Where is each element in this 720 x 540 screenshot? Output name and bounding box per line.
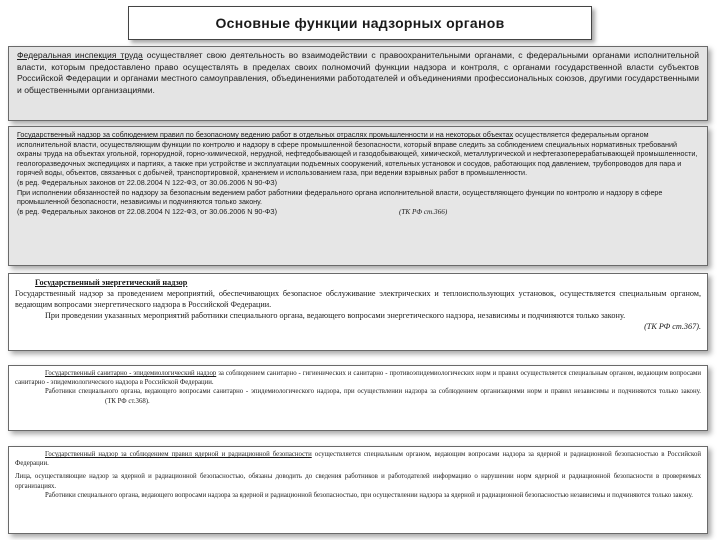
sanitary-supervision-text-2-body: Работники специального органа, ведающего вопросами санитарно - эпидемиологического надзора, при осуществлении надзора за соблюдением организациями норм и правил независимы и подчиняются только закону. [45, 388, 701, 396]
industrial-safety-amend-2: (в ред. Федеральных законов от 22.08.2004 N 122-ФЗ, от 30.06.2006 N 90-ФЗ) [17, 206, 278, 216]
nuclear-supervision-text-2: Лица, осуществляющие надзор за ядерной и радиационной безопасностью, обязаны доводить до сведения работников и работодателей информацию о нарушении норм ядерной и радиационной безопасности в проверяемых организациях. [15, 473, 701, 490]
energy-supervision-text-2-body: При проведении указанных мероприятий работники специального органа, ведающего вопросами энергетического надзора, независимы и подчиняются только закону. [45, 311, 626, 320]
nuclear-supervision-paragraph [15, 450, 701, 468]
industrial-safety-paragraph [17, 130, 699, 178]
sanitary-supervision-lead: Государственный санитарно - эпидемиологический надзор [45, 370, 217, 377]
energy-supervision-heading: Государственный энергетический надзор [35, 278, 188, 287]
sanitary-supervision-text-2 [15, 387, 701, 405]
panel-energy-supervision [8, 273, 708, 351]
nuclear-supervision-lead: Государственный надзор за соблюдением правил ядерной и радиационной безопасности [45, 451, 312, 458]
industrial-safety-amend-1: (в ред. Федеральных законов от 22.08.2004 N 122-ФЗ, от 30.06.2006 N 90-ФЗ) [17, 177, 278, 187]
sanitary-supervision-text: за соблюдением санитарно - гигиенических и санитарно - противоэпидемиологических норм и правил осуществляется специальным органом, ведающим вопросами санитарно - эпидемиологического надзора в Российской Федерации. [15, 370, 701, 387]
nuclear-supervision-text: осуществляется специальным органом, ведающим вопросами надзора за ядерной и радиационной безопасностью в Российской Федерации. [15, 451, 701, 468]
panel-nuclear-supervision [8, 446, 708, 534]
industrial-safety-lead: Государственный надзор за соблюдением правил по безопасному ведению работ в отдельных отраслях промышленности и на некоторых объектах [17, 130, 514, 139]
page-title: Основные функции надзорных органов [215, 15, 505, 31]
industrial-safety-amend-row [17, 207, 699, 218]
labor-inspection-lead: Федеральная инспекция труда [17, 50, 143, 60]
panel-industrial-safety [8, 126, 708, 266]
energy-supervision-ref: (ТК РФ ст.367). [644, 322, 701, 331]
energy-supervision-text-2 [15, 310, 701, 331]
panel-labor-inspection [8, 46, 708, 121]
labor-inspection-paragraph [17, 50, 699, 96]
labor-inspection-text: осуществляет свою деятельность во взаимодействии с правоохранительными органами, с федеральными органами исполнительной власти, которым предоставлено право осуществлять в пределах своих полномочий функции надзора и контроля, с органами государственной власти субъектов Российской Федерации и органами местного самоуправления, объединениями работодателей и объединениями профессиональных союзов, другими государственными и общественными организациями. [17, 50, 699, 95]
page-title-box [128, 6, 592, 40]
industrial-safety-ref: (ТК РФ ст.366) [399, 207, 448, 216]
sanitary-supervision-ref: (ТК РФ ст.368). [105, 397, 150, 405]
energy-supervision-text: Государственный надзор за проведением мероприятий, обеспечивающих безопасное обслуживание электрических и теплоиспользующих установок, осуществляется специальным органом, ведающим вопросами энергетического надзора в Российской Федерации. [15, 289, 701, 309]
industrial-safety-text: осуществляется федеральным органом исполнительной власти, осуществляющим функции по контролю и надзору в сфере промышленной безопасности, который вправе следить за соблюдением специальных нормативных требований охраны труда на объектах угольной, горнорудной, горно-химической, нерудной, нефтедобывающей и газодобывающей, химической, металлургической и нефтегазоперерабатывающей промышленности, геологоразведочных экспедициях и партиях, а также при устройстве и эксплуатации подъемных сооружений, котельных установок и сосудов, работающих под давлением, трубопроводов для пара и горячей воды, объектов, связанных с добычей, транспортировкой, хранением и использованием газа, при ведении взрывных работ в промышленности. [17, 130, 698, 178]
sanitary-supervision-paragraph [15, 369, 701, 387]
industrial-safety-text-2: При исполнении обязанностей по надзору за безопасным ведением работ работники федерального органа исполнительной власти, осуществляющего функции по контролю и надзору в сфере промышленной безопасности, независимы и подчиняются только закону. [17, 187, 663, 207]
panel-sanitary-supervision [8, 365, 708, 431]
nuclear-supervision-text-3: Работники специального органа, ведающего вопросами надзора за ядерной и радиационной безопасностью, при осуществлении надзора за ядерной и радиационной безопасностью независимы и подчиняются только закону. [45, 491, 693, 499]
